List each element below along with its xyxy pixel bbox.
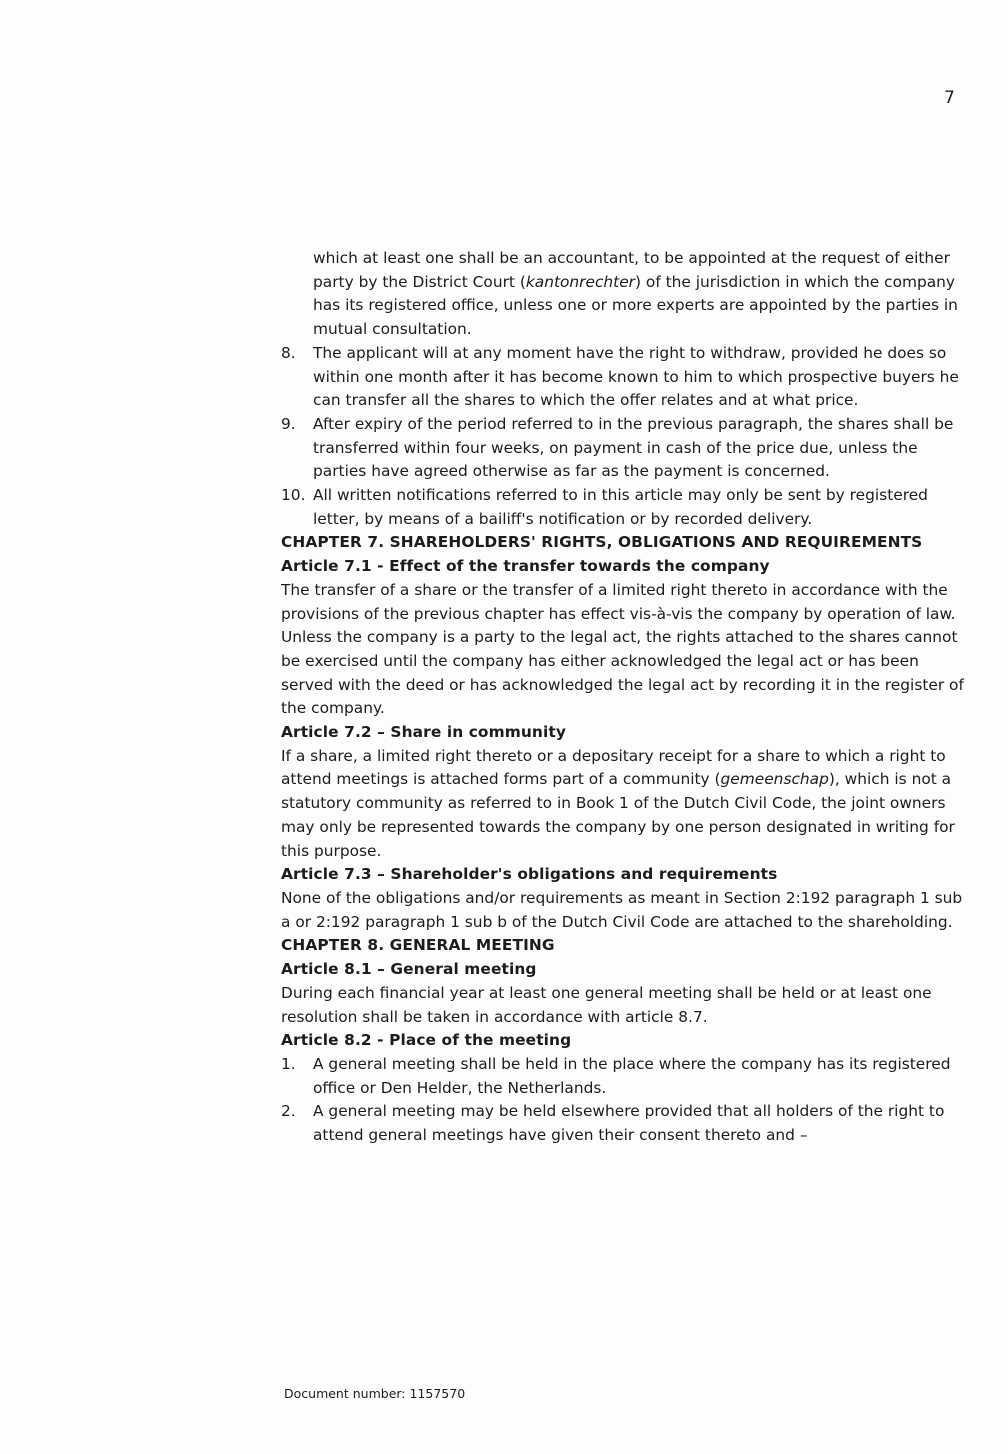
article-7-3-heading: Article 7.3 – Shareholder's obligations and requirements (281, 865, 778, 884)
article-7-3-paragraph: None of the obligations and/or requirements as meant in Section 2:192 paragraph 1 sub a or 2:192 paragraph 1 sub b of the Dutch Civil Code are attached to the shareholding. (281, 888, 963, 931)
article-7-1-heading: Article 7.1 - Effect of the transfer towards the company (281, 557, 770, 576)
list-item (281, 484, 971, 531)
list-item (281, 1100, 971, 1147)
item-number: 8. (281, 343, 296, 362)
article-8-2-heading: Article 8.2 - Place of the meeting (281, 1031, 572, 1050)
item-number: 1. (281, 1054, 296, 1073)
page-number: 7 (944, 88, 955, 108)
list-item (281, 413, 971, 484)
item-number: 2. (281, 1102, 296, 1121)
item-number: 9. (281, 414, 296, 433)
article-8-1-paragraph: During each financial year at least one general meeting shall be held or at least one resolution shall be taken in accordance with article 8.7. (281, 983, 932, 1026)
list-item (281, 342, 971, 413)
document-body (281, 247, 971, 1148)
article-7-1-paragraph-1: The transfer of a share or the transfer of a limited right thereto in accordance with the provisions of the previous chapter has effect vis-à-vis the company by operation of law. (281, 580, 956, 623)
italic-term: kantonrechter (525, 272, 635, 291)
article-8-1-heading: Article 8.1 – General meeting (281, 960, 537, 979)
article-7-2-heading: Article 7.2 – Share in community (281, 723, 566, 742)
article-7-2-paragraph: If a share, a limited right thereto or a depositary receipt for a share to which a right to attend meetings is attached forms part of a community (gemeenschap), which is not a statutory community as referred to in Book 1 of the Dutch Civil Code, the joint owners may only be represented towards the company by one person designated in writing for this purpose. (281, 746, 955, 860)
document-number-footer: Document number: 1157570 (284, 1386, 466, 1401)
italic-term: gemeenschap (720, 770, 829, 789)
item-text: All written notifications referred to in this article may only be sent by registered letter, by means of a bailiff's notification or by recorded delivery. (313, 486, 928, 528)
article-7-1-paragraph-2: Unless the company is a party to the legal act, the rights attached to the shares cannot be exercised until the company has either acknowledged the legal act or has been served with the deed or has acknowledged the legal act by recording it in the register of the company. (281, 628, 964, 718)
item-text: A general meeting shall be held in the place where the company has its registered office or Den Helder, the Netherlands. (313, 1054, 951, 1097)
item-text: After expiry of the period referred to in the previous paragraph, the shares shall be transferred within four weeks, on payment in cash of the price due, unless the parties have agreed otherwise as far as the payment is concerned. (313, 414, 954, 481)
list-item (281, 1053, 971, 1100)
item-number: 10. (281, 486, 306, 505)
chapter-8-title: CHAPTER 8. GENERAL MEETING (281, 936, 555, 955)
continuation-paragraph: which at least one shall be an accountant, to be appointed at the request of either party by the District Court (kantonrechter) of the jurisdiction in which the company has its registered office, unless one or more experts are appointed by the parties in mutual consultation. (313, 249, 958, 339)
chapter-7-title: CHAPTER 7. SHAREHOLDERS' RIGHTS, OBLIGATIONS AND REQUIREMENTS (281, 533, 923, 552)
item-text: A general meeting may be held elsewhere provided that all holders of the right to attend general meetings have given their consent thereto and – (313, 1102, 945, 1145)
item-text: The applicant will at any moment have the right to withdraw, provided he does so within one month after it has become known to him to which prospective buyers he can transfer all the shares to which the offer relates and at what price. (313, 343, 959, 410)
